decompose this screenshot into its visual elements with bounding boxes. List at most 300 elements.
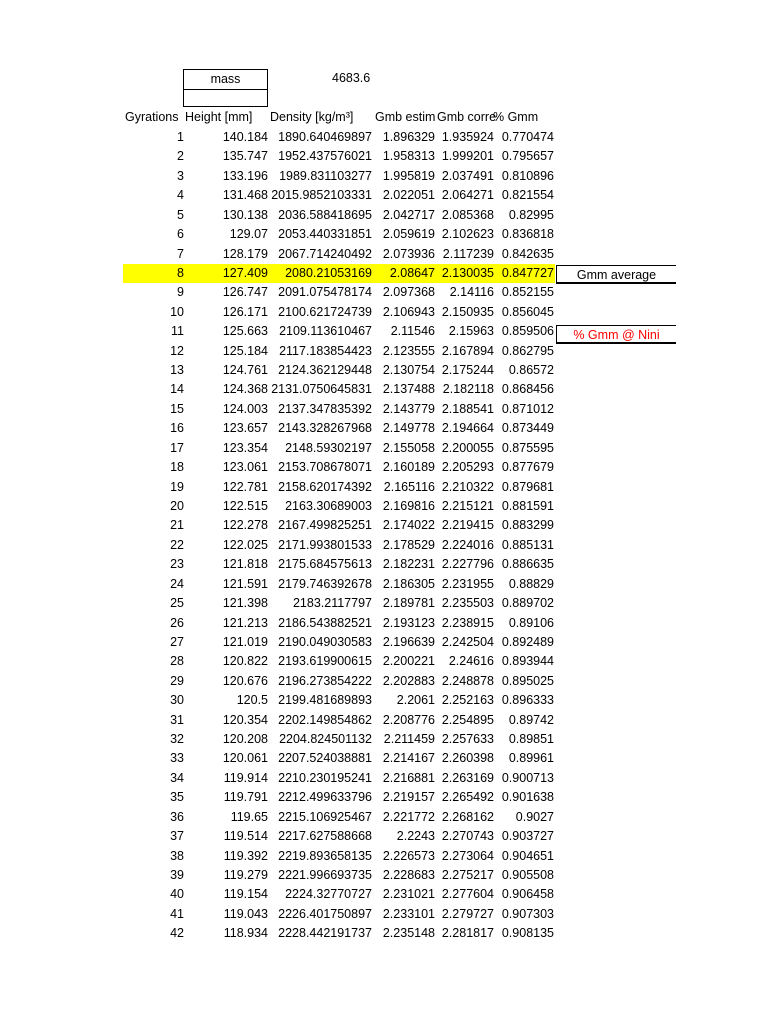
gmb-estim-cell[interactable]: 2.160189 <box>382 460 435 475</box>
gyrations-cell[interactable]: 24 <box>170 576 184 591</box>
gmb-estim-cell[interactable]: 2.097368 <box>382 285 435 300</box>
gyrations-cell[interactable]: 26 <box>170 615 184 630</box>
pct-gmm-cell[interactable]: 0.847727 <box>501 265 554 280</box>
height-cell[interactable]: 123.061 <box>222 460 268 475</box>
pct-gmm-cell[interactable]: 0.893944 <box>501 654 554 669</box>
pct-gmm-cell[interactable]: 0.873449 <box>501 421 554 436</box>
pct-gmm-cell[interactable]: 0.89961 <box>508 751 554 766</box>
gyrations-cell[interactable]: 23 <box>170 557 184 572</box>
table-row <box>0 614 768 633</box>
table-row <box>0 516 768 535</box>
density-cell[interactable]: 2015.9852103331 <box>271 188 372 203</box>
height-cell[interactable]: 125.184 <box>222 343 268 358</box>
density-cell[interactable]: 2212.499633796 <box>278 790 372 805</box>
gmb-corr-cell[interactable]: 2.263169 <box>441 770 494 785</box>
density-cell[interactable]: 2190.049030583 <box>278 634 372 649</box>
gmb-corr-cell[interactable]: 2.279727 <box>441 906 494 921</box>
gyrations-cell[interactable]: 11 <box>171 324 184 339</box>
table-row <box>0 478 768 497</box>
gmb-corr-cell[interactable]: 1.935924 <box>441 130 494 144</box>
table-row <box>0 342 768 361</box>
height-cell[interactable]: 121.213 <box>222 615 268 630</box>
density-cell[interactable]: 1989.831103277 <box>279 168 372 183</box>
gyrations-cell[interactable]: 34 <box>170 770 184 785</box>
gyrations-cell[interactable]: 8 <box>177 265 184 280</box>
header-density: Density [kg/m³] <box>270 110 354 124</box>
height-cell[interactable]: 121.818 <box>222 557 268 572</box>
gmb-estim-cell[interactable]: 2.106943 <box>382 304 435 319</box>
density-cell[interactable]: 2036.588418695 <box>278 207 372 222</box>
density-cell[interactable]: 2167.499825251 <box>278 518 372 533</box>
pct-gmm-cell[interactable]: 0.856045 <box>501 304 554 319</box>
gmb-estim-cell[interactable]: 2.189781 <box>382 596 435 611</box>
height-cell[interactable]: 128.179 <box>222 246 268 261</box>
density-cell[interactable]: 1890.640469897 <box>278 130 372 144</box>
pct-gmm-cell[interactable]: 0.875595 <box>501 440 554 455</box>
pct-gmm-cell[interactable]: 0.82995 <box>508 207 554 222</box>
pct-gmm-nini-label: % Gmm @ Nini <box>573 328 660 342</box>
pct-gmm-cell[interactable]: 0.886635 <box>501 557 554 572</box>
gmb-estim-cell[interactable]: 2.186305 <box>382 576 435 591</box>
gyrations-cell[interactable]: 7 <box>177 246 184 261</box>
gmm-average-cell[interactable] <box>556 265 676 284</box>
gmb-corr-cell[interactable]: 2.167894 <box>441 343 494 358</box>
table-row <box>0 147 768 166</box>
gyrations-cell[interactable]: 37 <box>170 829 184 844</box>
pct-gmm-cell[interactable]: 0.859506 <box>501 324 554 339</box>
density-cell[interactable]: 2204.824501132 <box>279 732 372 747</box>
table-row <box>0 691 768 710</box>
height-cell[interactable]: 126.747 <box>222 285 268 300</box>
gyrations-cell[interactable]: 21 <box>170 518 184 533</box>
gyrations-cell[interactable]: 27 <box>170 634 184 649</box>
gmb-corr-cell[interactable]: 2.273064 <box>441 848 494 863</box>
pct-gmm-cell[interactable]: 0.9027 <box>515 809 554 824</box>
table-row <box>0 555 768 574</box>
height-cell[interactable]: 120.208 <box>222 732 268 747</box>
pct-gmm-cell[interactable]: 0.868456 <box>501 382 554 397</box>
pct-gmm-cell[interactable]: 0.903727 <box>501 829 554 844</box>
gmb-estim-cell[interactable]: 2.11546 <box>390 324 435 339</box>
gmb-estim-cell[interactable]: 2.169816 <box>382 498 435 513</box>
gmb-corr-cell[interactable]: 2.102623 <box>441 227 494 242</box>
gyrations-cell[interactable]: 1 <box>177 130 184 144</box>
pct-gmm-cell[interactable]: 0.905508 <box>501 867 554 882</box>
gmb-estim-cell[interactable]: 2.123555 <box>382 343 435 358</box>
height-cell[interactable]: 125.663 <box>222 324 268 339</box>
table-row <box>0 361 768 380</box>
gmb-estim-cell[interactable]: 2.219157 <box>382 790 435 805</box>
height-cell[interactable]: 135.747 <box>222 149 268 164</box>
pct-gmm-cell[interactable]: 0.810896 <box>501 168 554 183</box>
gyrations-cell[interactable]: 2 <box>177 149 184 164</box>
density-cell[interactable]: 2228.442191737 <box>278 926 372 941</box>
height-cell[interactable]: 119.279 <box>223 867 268 882</box>
gmb-estim-cell[interactable]: 2.200221 <box>382 654 435 669</box>
height-cell[interactable]: 122.025 <box>222 537 268 552</box>
gyrations-cell[interactable]: 6 <box>177 227 184 242</box>
table-row <box>0 866 768 885</box>
table-row <box>0 400 768 419</box>
gmb-corr-cell[interactable]: 2.24616 <box>448 654 494 669</box>
pct-gmm-cell[interactable]: 0.862795 <box>501 343 554 358</box>
pct-gmm-cell[interactable]: 0.88829 <box>508 576 554 591</box>
gmb-corr-cell[interactable]: 2.260398 <box>441 751 494 766</box>
table-row <box>0 769 768 788</box>
gyrations-cell[interactable]: 17 <box>170 440 184 455</box>
header-pct-gmm: % Gmm <box>493 110 539 124</box>
mass-label: mass <box>210 72 241 86</box>
gmb-estim-cell[interactable]: 2.08647 <box>389 265 435 280</box>
height-cell[interactable]: 124.368 <box>222 382 268 397</box>
gmb-estim-cell[interactable]: 1.958313 <box>382 149 435 164</box>
gmb-corr-cell[interactable]: 2.117239 <box>442 246 494 261</box>
pct-gmm-cell[interactable]: 0.89106 <box>508 615 554 630</box>
pct-gmm-cell[interactable]: 0.879681 <box>501 479 554 494</box>
table-row <box>0 439 768 458</box>
density-cell[interactable]: 2207.524038881 <box>278 751 372 766</box>
table-row <box>0 730 768 749</box>
gyrations-cell[interactable]: 18 <box>170 460 184 475</box>
table-row <box>0 575 768 594</box>
gyrations-cell[interactable]: 30 <box>170 693 184 708</box>
pct-gmm-cell[interactable]: 0.889702 <box>501 596 554 611</box>
density-cell[interactable]: 2124.362129448 <box>278 363 372 378</box>
height-cell[interactable]: 130.138 <box>222 207 268 222</box>
gmb-estim-cell[interactable]: 2.226573 <box>382 848 435 863</box>
density-cell[interactable]: 2196.273854222 <box>278 673 372 688</box>
gmb-corr-cell[interactable]: 2.227796 <box>441 557 494 572</box>
gmb-estim-cell[interactable]: 2.182231 <box>382 557 435 572</box>
table-row <box>0 885 768 904</box>
gmb-corr-cell[interactable]: 2.238915 <box>441 615 494 630</box>
header-height: Height [mm] <box>185 110 253 124</box>
gmb-corr-cell[interactable]: 2.182118 <box>442 382 494 397</box>
height-cell[interactable]: 118.934 <box>223 926 268 941</box>
gmb-estim-cell[interactable]: 2.228683 <box>382 867 435 882</box>
table-row <box>0 711 768 730</box>
gmb-corr-cell[interactable]: 2.037491 <box>441 168 494 183</box>
density-cell[interactable]: 2100.621724739 <box>278 304 372 319</box>
gmb-estim-cell[interactable]: 2.221772 <box>382 809 435 824</box>
density-cell[interactable]: 1952.437576021 <box>278 149 372 164</box>
gmb-corr-cell[interactable]: 2.268162 <box>441 809 494 824</box>
gmb-estim-cell[interactable]: 2.143779 <box>382 401 435 416</box>
gyrations-cell[interactable]: 14 <box>170 382 184 397</box>
density-cell[interactable]: 2186.543882521 <box>278 615 372 630</box>
pct-gmm-cell[interactable]: 0.906458 <box>501 887 554 902</box>
height-cell[interactable]: 123.657 <box>222 421 268 436</box>
gyrations-cell[interactable]: 22 <box>170 537 184 552</box>
gmb-estim-cell[interactable]: 2.235148 <box>382 926 435 941</box>
height-cell[interactable]: 124.761 <box>222 363 268 378</box>
header-gmb-corr: Gmb corre <box>437 110 497 124</box>
gmb-estim-cell[interactable]: 2.193123 <box>382 615 435 630</box>
pct-gmm-cell[interactable]: 0.908135 <box>501 926 554 941</box>
gmb-corr-cell[interactable]: 1.999201 <box>441 149 494 164</box>
pct-gmm-cell[interactable]: 0.89742 <box>508 712 554 727</box>
height-cell[interactable]: 120.5 <box>236 693 268 708</box>
density-cell[interactable]: 2193.619900615 <box>278 654 372 669</box>
gmb-estim-cell[interactable]: 1.995819 <box>382 168 435 183</box>
header-gyrations: Gyrations <box>125 110 179 124</box>
gyrations-cell[interactable]: 25 <box>170 596 184 611</box>
density-cell[interactable]: 2183.2117797 <box>292 596 372 611</box>
density-cell[interactable]: 2199.481689893 <box>278 693 372 708</box>
gmb-estim-cell[interactable]: 2.2061 <box>396 693 435 708</box>
table-row <box>0 633 768 652</box>
height-cell[interactable]: 121.398 <box>222 596 268 611</box>
pct-gmm-cell[interactable]: 0.896333 <box>501 693 554 708</box>
gyrations-cell[interactable]: 3 <box>177 168 184 183</box>
gyrations-cell[interactable]: 36 <box>170 809 184 824</box>
gmb-estim-cell[interactable]: 2.137488 <box>382 382 435 397</box>
gmb-estim-cell[interactable]: 2.216881 <box>382 770 435 785</box>
height-cell[interactable]: 121.591 <box>222 576 268 591</box>
gmb-corr-cell[interactable]: 2.257633 <box>441 732 494 747</box>
gyrations-cell[interactable]: 41 <box>170 906 184 921</box>
pct-gmm-nini-cell[interactable] <box>556 325 676 344</box>
density-cell[interactable]: 2226.401750897 <box>278 906 372 921</box>
density-cell[interactable]: 2109.113610467 <box>279 324 372 339</box>
density-cell[interactable]: 2217.627588668 <box>278 829 372 844</box>
density-cell[interactable]: 2163.30689003 <box>285 498 372 513</box>
gyrations-cell[interactable]: 35 <box>170 790 184 805</box>
pct-gmm-cell[interactable]: 0.89851 <box>508 732 554 747</box>
mass-box-divider <box>184 89 267 90</box>
table-row <box>0 497 768 516</box>
gmb-corr-cell[interactable]: 2.205293 <box>441 460 494 475</box>
density-cell[interactable]: 2215.106925467 <box>278 809 372 824</box>
gmb-corr-cell[interactable]: 2.085368 <box>441 207 494 222</box>
height-cell[interactable]: 123.354 <box>222 440 268 455</box>
gmb-corr-cell[interactable]: 2.150935 <box>441 304 494 319</box>
density-cell[interactable]: 2131.0750645831 <box>271 382 372 397</box>
height-cell[interactable]: 126.171 <box>222 304 268 319</box>
gmb-corr-cell[interactable]: 2.248878 <box>441 673 494 688</box>
gyrations-cell[interactable]: 32 <box>170 732 184 747</box>
gmb-corr-cell[interactable]: 2.265492 <box>441 790 494 805</box>
gmb-estim-cell[interactable]: 2.174022 <box>382 518 435 533</box>
density-cell[interactable]: 2210.230195241 <box>278 770 372 785</box>
table-row <box>0 788 768 807</box>
table-row <box>0 303 768 322</box>
header-gmb-estim: Gmb estim <box>375 110 436 124</box>
gyrations-cell[interactable]: 10 <box>170 304 184 319</box>
pct-gmm-cell[interactable]: 0.895025 <box>501 673 554 688</box>
gmb-corr-cell[interactable]: 2.194664 <box>441 421 494 436</box>
height-cell[interactable]: 124.003 <box>222 401 268 416</box>
gmb-estim-cell[interactable]: 2.196639 <box>382 634 435 649</box>
density-cell[interactable]: 2221.996693735 <box>278 867 372 882</box>
height-cell[interactable]: 119.514 <box>223 829 268 844</box>
pct-gmm-cell[interactable]: 0.86572 <box>508 363 554 378</box>
density-cell[interactable]: 2117.183854423 <box>279 343 372 358</box>
gmb-estim-cell[interactable]: 2.214167 <box>382 751 435 766</box>
gmb-corr-cell[interactable]: 2.270743 <box>441 829 494 844</box>
gmb-corr-cell[interactable]: 2.219415 <box>441 518 494 533</box>
gyrations-cell[interactable]: 42 <box>170 926 184 941</box>
gmb-corr-cell[interactable]: 2.175244 <box>441 363 494 378</box>
gyrations-cell[interactable]: 39 <box>170 867 184 882</box>
table-row <box>0 905 768 924</box>
height-cell[interactable]: 120.061 <box>222 751 268 766</box>
pct-gmm-cell[interactable]: 0.821554 <box>501 188 554 203</box>
table-row <box>0 536 768 555</box>
gmb-estim-cell[interactable]: 2.208776 <box>382 712 435 727</box>
density-cell[interactable]: 2171.993801533 <box>278 537 372 552</box>
table-row <box>0 380 768 399</box>
height-cell[interactable]: 127.409 <box>222 265 268 280</box>
gmb-estim-cell[interactable]: 2.233101 <box>382 906 435 921</box>
height-cell[interactable]: 119.392 <box>223 848 268 863</box>
height-cell[interactable]: 120.354 <box>222 712 268 727</box>
gyrations-cell[interactable]: 9 <box>177 285 184 300</box>
gmb-estim-cell[interactable]: 2.211459 <box>383 732 435 747</box>
table-row <box>0 672 768 691</box>
gmb-corr-cell[interactable]: 2.215121 <box>441 498 494 513</box>
pct-gmm-cell[interactable]: 0.877679 <box>501 460 554 475</box>
density-cell[interactable]: 2091.075478174 <box>278 285 372 300</box>
table-row <box>0 594 768 613</box>
gmb-corr-cell[interactable]: 2.235503 <box>441 596 494 611</box>
height-cell[interactable]: 122.781 <box>222 479 268 494</box>
table-row <box>0 924 768 943</box>
pct-gmm-cell[interactable]: 0.900713 <box>501 770 554 785</box>
gyrations-cell[interactable]: 40 <box>170 887 184 902</box>
gmb-corr-cell[interactable]: 2.188541 <box>441 401 494 416</box>
table-row <box>0 458 768 477</box>
height-cell[interactable]: 131.468 <box>222 188 268 203</box>
gyrations-cell[interactable]: 28 <box>170 654 184 669</box>
table-row <box>0 749 768 768</box>
pct-gmm-cell[interactable]: 0.892489 <box>501 634 554 649</box>
gmb-corr-cell[interactable]: 2.281817 <box>441 926 494 941</box>
gmb-estim-cell[interactable]: 2.042717 <box>382 207 435 222</box>
gmb-corr-cell[interactable]: 2.231955 <box>441 576 494 591</box>
gmb-estim-cell[interactable]: 2.2243 <box>396 829 435 844</box>
gyrations-cell[interactable]: 15 <box>170 401 184 416</box>
pct-gmm-cell[interactable]: 0.795657 <box>501 149 554 164</box>
gmb-corr-cell[interactable]: 2.277604 <box>441 887 494 902</box>
pct-gmm-cell[interactable]: 0.836818 <box>501 227 554 242</box>
height-cell[interactable]: 140.184 <box>222 130 268 144</box>
gmb-estim-cell[interactable]: 1.896329 <box>382 130 435 144</box>
gmb-estim-cell[interactable]: 2.155058 <box>382 440 435 455</box>
pct-gmm-cell[interactable]: 0.901638 <box>501 790 554 805</box>
density-cell[interactable]: 2175.684575613 <box>278 557 372 572</box>
height-cell[interactable]: 121.019 <box>222 634 268 649</box>
density-cell[interactable]: 2202.149854862 <box>278 712 372 727</box>
gmb-estim-cell[interactable]: 2.022051 <box>382 188 435 203</box>
gyrations-cell[interactable]: 33 <box>170 751 184 766</box>
pct-gmm-cell[interactable]: 0.883299 <box>501 518 554 533</box>
table-row <box>0 186 768 205</box>
density-cell[interactable]: 2080.21053169 <box>285 265 372 280</box>
height-cell[interactable]: 119.043 <box>223 906 268 921</box>
pct-gmm-cell[interactable]: 0.885131 <box>501 537 554 552</box>
gmb-corr-cell[interactable]: 2.254895 <box>441 712 494 727</box>
height-cell[interactable]: 119.154 <box>223 887 268 902</box>
height-cell[interactable]: 119.914 <box>223 770 268 785</box>
gmb-estim-cell[interactable]: 2.059619 <box>382 227 435 242</box>
gmb-corr-cell[interactable]: 2.252163 <box>441 693 494 708</box>
gyrations-cell[interactable]: 12 <box>170 343 184 358</box>
table-row <box>0 245 768 264</box>
height-cell[interactable]: 129.07 <box>229 227 268 242</box>
pct-gmm-cell[interactable]: 0.881591 <box>501 498 554 513</box>
gmb-estim-cell[interactable]: 2.165116 <box>383 479 435 494</box>
density-cell[interactable]: 2224.32770727 <box>285 887 372 902</box>
table-row <box>0 847 768 866</box>
density-cell[interactable]: 2137.347835392 <box>278 401 372 416</box>
gyrations-cell[interactable]: 38 <box>170 848 184 863</box>
density-cell[interactable]: 2067.714240492 <box>278 246 372 261</box>
gmb-corr-cell[interactable]: 2.15963 <box>448 324 494 339</box>
gmb-estim-cell[interactable]: 2.073936 <box>382 246 435 261</box>
height-cell[interactable]: 120.676 <box>222 673 268 688</box>
table-row <box>0 808 768 827</box>
pct-gmm-cell[interactable]: 0.842635 <box>501 246 554 261</box>
gmb-estim-cell[interactable]: 2.149778 <box>382 421 435 436</box>
gyrations-cell[interactable]: 5 <box>177 207 184 222</box>
height-cell[interactable]: 133.196 <box>222 168 268 183</box>
pct-gmm-cell[interactable]: 0.907303 <box>501 906 554 921</box>
pct-gmm-cell[interactable]: 0.852155 <box>501 285 554 300</box>
gmb-estim-cell[interactable]: 2.178529 <box>382 537 435 552</box>
gmb-corr-cell[interactable]: 2.14116 <box>449 285 494 300</box>
density-cell[interactable]: 2148.59302197 <box>285 440 372 455</box>
gmb-estim-cell[interactable]: 2.202883 <box>382 673 435 688</box>
gmb-corr-cell[interactable]: 2.130035 <box>441 265 494 280</box>
density-cell[interactable]: 2219.893658135 <box>278 848 372 863</box>
density-cell[interactable]: 2143.328267968 <box>278 421 372 436</box>
gmb-corr-cell[interactable]: 2.200055 <box>441 440 494 455</box>
table-row <box>0 283 768 302</box>
gyrations-cell[interactable]: 29 <box>170 673 184 688</box>
height-cell[interactable]: 119.791 <box>223 790 268 805</box>
density-cell[interactable]: 2153.708678071 <box>278 460 372 475</box>
gmb-estim-cell[interactable]: 2.130754 <box>382 363 435 378</box>
gyrations-cell[interactable]: 13 <box>170 363 184 378</box>
pct-gmm-cell[interactable]: 0.770474 <box>501 130 554 144</box>
gyrations-cell[interactable]: 31 <box>170 712 184 727</box>
density-cell[interactable]: 2179.746392678 <box>278 576 372 591</box>
density-cell[interactable]: 2053.440331851 <box>278 227 372 242</box>
gmb-corr-cell[interactable]: 2.242504 <box>441 634 494 649</box>
height-cell[interactable]: 122.515 <box>222 498 268 513</box>
height-cell[interactable]: 122.278 <box>222 518 268 533</box>
height-cell[interactable]: 120.822 <box>222 654 268 669</box>
table-row <box>0 419 768 438</box>
density-cell[interactable]: 2158.620174392 <box>278 479 372 494</box>
gmb-corr-cell[interactable]: 2.064271 <box>441 188 494 203</box>
mass-box <box>183 69 268 107</box>
gmb-estim-cell[interactable]: 2.231021 <box>382 887 435 902</box>
table-row <box>0 128 768 147</box>
gyrations-cell[interactable]: 16 <box>170 421 184 436</box>
height-cell[interactable]: 119.65 <box>230 809 268 824</box>
pct-gmm-cell[interactable]: 0.904651 <box>501 848 554 863</box>
gmb-corr-cell[interactable]: 2.275217 <box>441 867 494 882</box>
gmb-corr-cell[interactable]: 2.224016 <box>441 537 494 552</box>
gyrations-cell[interactable]: 20 <box>170 498 184 513</box>
pct-gmm-cell[interactable]: 0.871012 <box>501 401 554 416</box>
gmb-corr-cell[interactable]: 2.210322 <box>441 479 494 494</box>
gyrations-cell[interactable]: 4 <box>177 188 184 203</box>
gyrations-cell[interactable]: 19 <box>170 479 184 494</box>
table-row <box>0 167 768 186</box>
